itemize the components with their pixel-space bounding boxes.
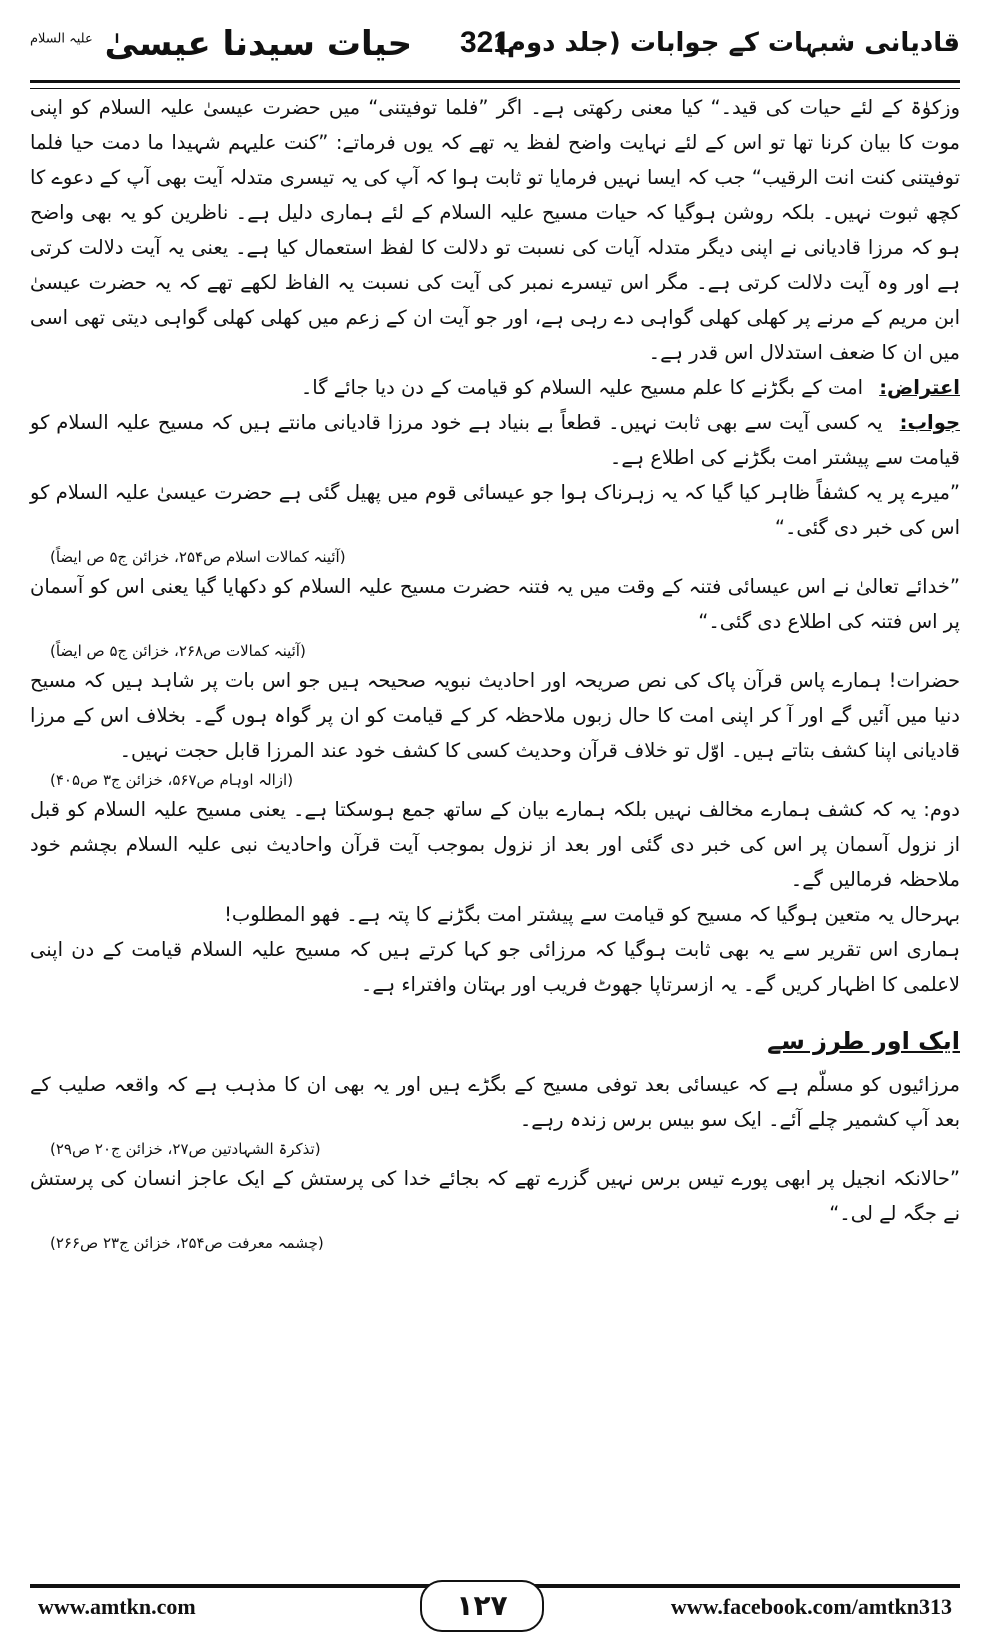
title-honorific: علیہ السلام xyxy=(30,31,93,47)
paragraph-4: بہرحال یہ متعین ہوگیا کہ مسیح کو قیامت سے پیشتر امت بگڑنے کا پتہ ہے۔ فھو المطلوب! xyxy=(224,903,960,926)
objection-label: اعتراض: xyxy=(879,376,960,399)
answer xyxy=(30,405,960,475)
reference-5 xyxy=(30,1231,960,1255)
reference-1-text: (آئینہ کمالات اسلام ص۲۵۴، خزائن ج۵ ص ایضاً) xyxy=(50,548,346,566)
paragraph-1: وزکوٰۃ کے لئے حیات کی قید۔“ کیا معنی رکھتی ہے۔ اگر ”فلما توفیتنی“ میں حضرت عیسیٰ علیہ السلام کو اپنی موت کا بیان کرنا تھا تو اس کے لئے نہایت واضح لفظ یہ تھے کہ یوں فرماتے: ”کنت علیہم شہیدا ما دمت حیا فلما توفیتنی کنت انت الرقیب“ جب کہ ایسا نہیں فرمایا تو ثابت ہوا کہ آپ کی یہ تیسری متدلہ آیت بھی آپ کے دعوے کا کچھ ثبوت نہیں۔ بلکہ روشن ہوگیا کہ حیات مسیح علیہ السلام کے لئے ہماری دلیل ہے۔ ناظرین کو یہ بھی واضح ہو کہ مرزا قادیانی نے اپنی دیگر متدلہ آیات کی نسبت تو دلالت کا لفظ استعمال کیا ہے۔ یعنی یہ آیت دلالت کرتی ہے اور وہ آیت دلالت کرتی ہے۔ مگر اس تیسرے نمبر کی آیت کی نسبت یہ الفاظ لکھے تھے کہ یہ حضرت عیسیٰ ابن مریم کے مرنے پر کھلی کھلی گواہی دے رہی ہے، اور جو آیت ان کے زعم میں کھلی کھلی گواہی دیتی تھی اسی میں ان کا ضعف استدلال اس قدر ہے۔ xyxy=(30,96,960,364)
reference-3-text: (ازالہ اوہام ص۵۶۷، خزائن ج۳ ص۴۰۵) xyxy=(50,771,294,789)
page-content xyxy=(30,90,960,1255)
page-footer xyxy=(30,1584,960,1632)
objection xyxy=(30,370,960,405)
objection-text: امت کے بگڑنے کا علم مسیح علیہ السلام کو قیامت کے دن دیا جائے گا۔ xyxy=(300,376,863,399)
answer-label: جواب: xyxy=(899,411,960,434)
book-page-number: ۱۲۷ xyxy=(420,1580,544,1632)
reference-3 xyxy=(30,768,960,792)
reference-4-text: (تذکرۃ الشہادتین ص۲۷، خزائن ج۲۰ ص۲۹) xyxy=(50,1140,321,1158)
book-title-text: حیات سیدنا عیسیٰ xyxy=(104,24,413,64)
section-heading: ایک اور طرز سے xyxy=(767,1027,960,1055)
website-link: www.amtkn.com xyxy=(38,1594,196,1619)
page-header xyxy=(30,20,960,83)
facebook-link: www.facebook.com/amtkn313 xyxy=(670,1594,952,1619)
paragraph-3: دوم: یہ کہ کشف ہمارے مخالف نہیں بلکہ ہمارے بیان کے ساتھ جمع ہوسکتا ہے۔ یعنی مسیح علیہ السلام کو قبل از نزول آسمان پر اس کی خبر دی گئی اور بعد از نزول بموجب آیت قرآن واحادیث نبی علیہ السلام بچشم خود ملاحظہ فرمالیں گے۔ xyxy=(30,798,960,891)
paragraph-2: حضرات! ہمارے پاس قرآن پاک کی نص صریحہ اور احادیث نبویہ صحیحہ ہیں جو اس بات پر شاہد ہیں کہ مسیح دنیا میں آئیں گے اور آ کر اپنی امت کا حال زبوں ملاحظہ کر کے قیامت کو ان پر گواہ ہوں گے۔ بخلاف اس کے مرزا قادیانی اپنا کشف بتاتے ہیں۔ اوّل تو خلاف قرآن وحدیث کسی کا کشف خود عند المرزا قابل حجت نہیں۔ xyxy=(30,669,960,762)
quote-3: ”حالانکہ انجیل پر ابھی پورے تیس برس نہیں گزرے تھے کہ بجائے خدا کی پرستش کے ایک عاجز انسان کی پرستش نے جگہ لے لی۔“ xyxy=(30,1167,960,1225)
paragraph-6: مرزائیوں کو مسلّم ہے کہ عیسائی بعد توفی مسیح کے بگڑے ہیں اور یہ بھی ان کا مذہب ہے کہ واقعہ صلیب کے بعد آپ کشمیر چلے آئے۔ ایک سو بیس برس زندہ رہے۔ xyxy=(30,1073,960,1131)
quote-1: ”میرے پر یہ کشفاً ظاہر کیا گیا کہ یہ زہرناک ہوا جو عیسائی قوم میں پھیل گئی ہے حضرت عیسیٰ علیہ السلام کو اس کی خبر دی گئی۔“ xyxy=(30,481,960,539)
series-title: قادیانی شبہات کے جوابات (جلد دوم) xyxy=(495,28,960,58)
reference-1 xyxy=(30,545,960,569)
paragraph-5: ہماری اس تقریر سے یہ بھی ثابت ہوگیا کہ مرزائی جو کہا کرتے ہیں کہ مسیح علیہ السلام قیامت کے دن اپنی لاعلمی کا اظہار کریں گے۔ یہ ازسرتاپا جھوٹ فریب اور بہتان وافتراء ہے۔ xyxy=(30,938,960,996)
page-number: 321 xyxy=(460,26,511,59)
book-title xyxy=(30,24,412,64)
reference-5-text: (چشمہ معرفت ص۲۵۴، خزائن ج۲۳ ص۲۶۶) xyxy=(50,1234,324,1252)
quote-2: ”خدائے تعالیٰ نے اس عیسائی فتنہ کے وقت میں یہ فتنہ حضرت مسیح علیہ السلام کو دکھایا گیا یعنی اس کو آسمان پر اس فتنہ کی اطلاع دی گئی۔“ xyxy=(30,575,960,633)
reference-4 xyxy=(30,1137,960,1161)
reference-2-text: (آئینہ کمالات ص۲۶۸، خزائن ج۵ ص ایضاً) xyxy=(50,642,306,660)
answer-text: یہ کسی آیت سے بھی ثابت نہیں۔ قطعاً بے بنیاد ہے خود مرزا قادیانی مانتے ہیں کہ مسیح علیہ السلام کو قیامت سے پیشتر امت بگڑنے کی اطلاع ہے۔ xyxy=(30,411,960,469)
header-rule xyxy=(30,88,960,89)
reference-2 xyxy=(30,639,960,663)
